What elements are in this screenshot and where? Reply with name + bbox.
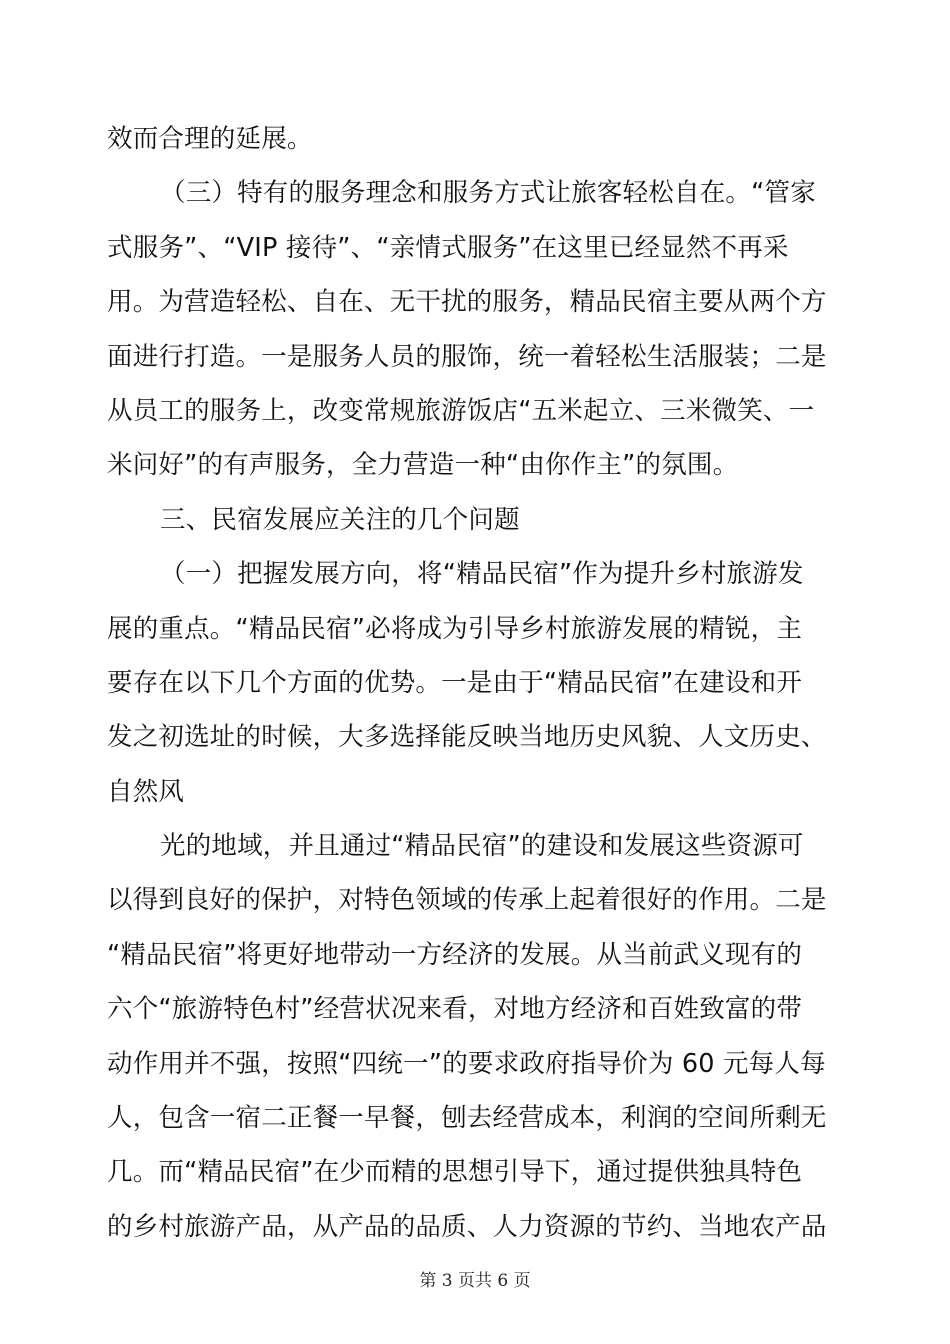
- paragraph-line: 效而合理的延展。: [107, 124, 313, 154]
- paragraph-line: 面进行打造。一是服务人员的服饰，统一着轻松生活服装；二是: [107, 341, 827, 372]
- paragraph-line: 要存在以下几个方面的优势。一是由于“精品民宿”在建设和开: [107, 667, 803, 698]
- paragraph-line: 以得到良好的保护，对特色领域的传承上起着很好的作用。二是: [107, 885, 827, 916]
- paragraph-line: 人，包含一宿二正餐一早餐，刨去经营成本，利润的空间所剩无: [107, 1103, 827, 1134]
- paragraph-line: 米问好”的有声服务，全力营造一种“由你作主”的氛围。: [107, 450, 739, 481]
- paragraph-line: 发之初选址的时候，大多选择能反映当地历史风貌、人文历史、: [107, 722, 827, 753]
- paragraph-line: 从员工的服务上，改变常规旅游饭店“五米起立、三米微笑、一: [107, 395, 815, 426]
- paragraph-line: 展的重点。“精品民宿”必将成为引导乡村旅游发展的精锐，主: [107, 613, 803, 644]
- paragraph-line: 动作用并不强，按照“四统一”的要求政府指导价为 60 元每人每: [107, 1048, 826, 1079]
- section-heading: 三、民宿发展应关注的几个问题: [160, 504, 520, 535]
- paragraph-line: 的乡村旅游产品，从产品的品质、人力资源的节约、当地农产品: [107, 1211, 827, 1242]
- paragraph-line: （一）把握发展方向，将“精品民宿”作为提升乡村旅游发: [160, 559, 804, 590]
- paragraph-line: 几。而“精品民宿”在少而精的思想引导下，通过提供独具特色: [107, 1157, 803, 1188]
- paragraph-line: 自然风: [107, 776, 185, 807]
- document-body: [107, 112, 847, 1254]
- paragraph-line: （三）特有的服务理念和服务方式让旅客轻松自在。“管家: [160, 178, 816, 209]
- paragraph-line: 用。为营造轻松、自在、无干扰的服务，精品民宿主要从两个方: [107, 287, 827, 318]
- paragraph-line: 光的地域，并且通过“精品民宿”的建设和发展这些资源可: [160, 831, 804, 862]
- paragraph-line: “精品民宿”将更好地带动一方经济的发展。从当前武义现有的: [107, 939, 803, 970]
- paragraph-line: 式服务”、“VIP 接待”、“亲情式服务”在这里已经显然不再采: [107, 232, 789, 263]
- page-number-footer: 第 3 页共 6 页: [419, 1271, 531, 1291]
- paragraph-line: 六个“旅游特色村”经营状况来看，对地方经济和百姓致富的带: [107, 994, 803, 1025]
